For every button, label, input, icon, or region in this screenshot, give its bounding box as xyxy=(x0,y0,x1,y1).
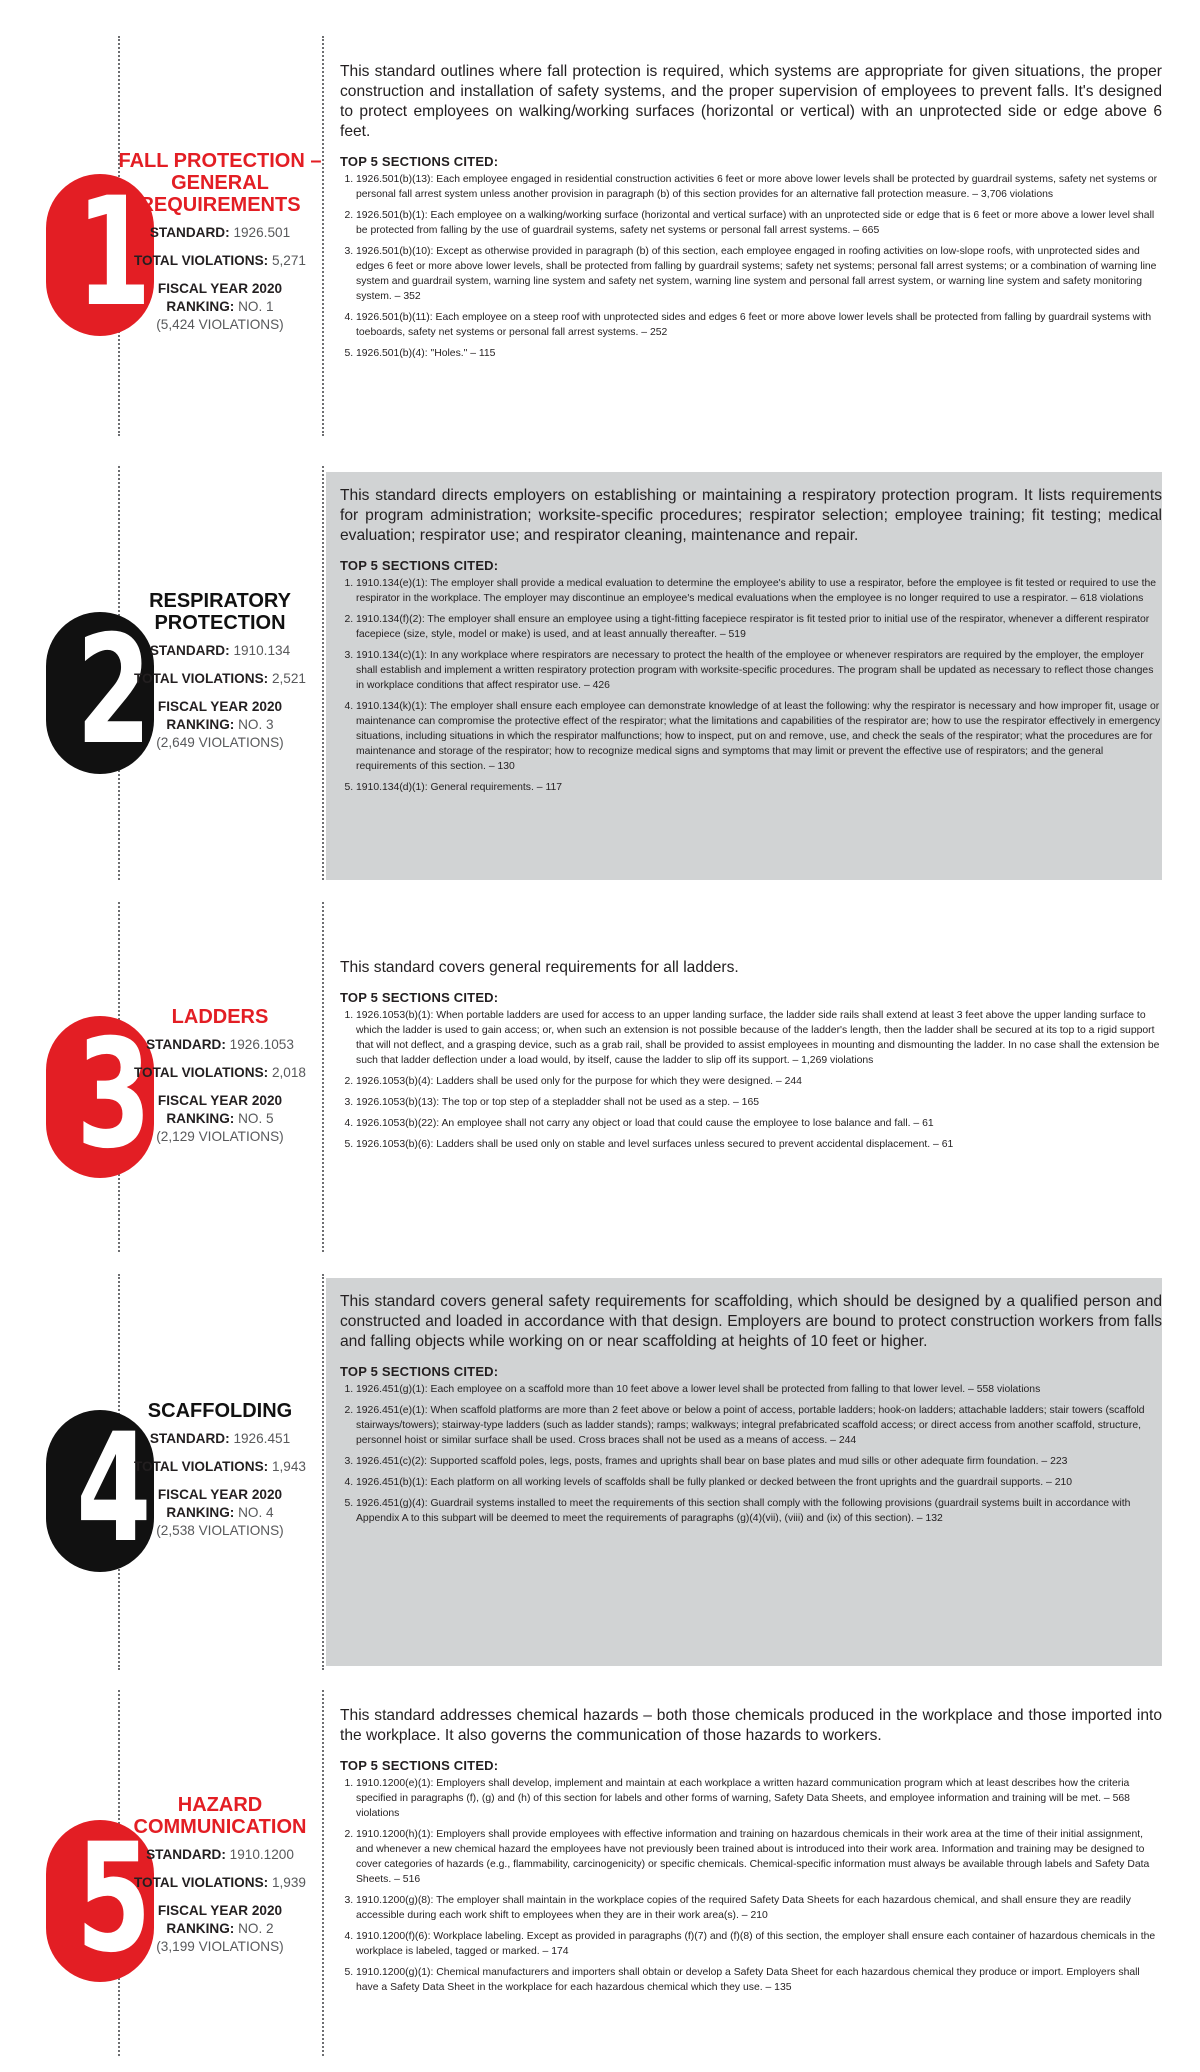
cited-sections-list xyxy=(340,1776,1162,1995)
list-item: 5. 1910.134(d)(1): General requirements. – 117 xyxy=(356,780,1162,795)
content-panel xyxy=(326,1278,1162,1666)
fiscal-year-label: FISCAL YEAR 2020 xyxy=(157,1487,283,1502)
category-title: LADDERS xyxy=(171,1006,269,1028)
list-item: 1. 1926.451(g)(1): Each employee on a scaffold more than 10 feet above a lower level shall be protected from falling to that lower level. – 558 violations xyxy=(356,1382,1162,1397)
list-item: 3. 1910.134(c)(1): In any workplace where respirators are necessary to protect the health of the employee or whenever respirators are required by the employer, the employer shall establish and implement a written respiratory protection program with worksite-specific procedures. The program shall be updated as necessary to reflect those changes in workplace conditions that affect respirator use. – 426 xyxy=(356,648,1162,693)
cited-sections-list xyxy=(340,172,1162,361)
list-item: 2. 1926.501(b)(1): Each employee on a walking/working surface (horizontal and vertical surface) with an unprotected side or edge that is 6 feet or more above a lower level shall be protected from falling by the use of guardrail systems, safety net systems or personal fall arrest systems. – 665 xyxy=(356,208,1162,238)
total-violations-line: TOTAL VIOLATIONS: 5,271 xyxy=(134,253,306,268)
rank-number: 3 xyxy=(75,1016,151,1178)
list-item: 1. 1926.1053(b)(1): When portable ladders are used for access to an upper landing surface, the ladder side rails shall extend at least 3 feet above the upper landing surface to which the ladder is used to gain access; or, when such an extension is not possible because of the ladder's length, then the ladder shall be secured at its top to a rigid support that will not deflect, and a grasping device, such as a grab rail, shall be provided to assist employees in mounting and dismounting the ladder. In no case shall the extension be such that ladder deflection under a load would, by itself, cause the ladder to slip off its support. – 1,269 violations xyxy=(356,1008,1162,1068)
list-item: 3. 1910.1200(g)(8): The employer shall maintain in the workplace copies of the required Safety Data Sheets for each hazardous chemical, and shall ensure they are readily accessible during each work shift to employees when they are in their work area(s). – 210 xyxy=(356,1893,1162,1923)
list-item: 5. 1926.451(g)(4): Guardrail systems installed to meet the requirements of this section shall comply with the following provisions (guardrail systems built in accordance with Appendix A to this subpart will be deemed to meet the requirements of paragraphs (g)(4)(vii), (viii) and (ix) of this section). – 132 xyxy=(356,1496,1162,1526)
category-info xyxy=(118,590,322,752)
section-ladders xyxy=(0,902,1200,1260)
cited-sections-list xyxy=(340,1382,1162,1526)
category-title: HAZARD COMMUNICATION xyxy=(133,1794,307,1838)
dotted-divider xyxy=(322,466,324,880)
content-panel xyxy=(326,958,1162,1158)
standard-line: STANDARD: 1910.134 xyxy=(149,643,291,658)
rank-number: 2 xyxy=(75,612,151,774)
content-panel xyxy=(326,62,1162,367)
list-item: 2. 1910.134(f)(2): The employer shall ensure an employee using a tight-fitting facepiece respirator is fit tested prior to initial use of the respirator, whenever a different respirator facepiece (size, style, model or make) is used, and at least annually thereafter. – 519 xyxy=(356,612,1162,642)
cited-sections-list xyxy=(340,1008,1162,1152)
total-violations-line: TOTAL VIOLATIONS: 2,018 xyxy=(134,1065,306,1080)
list-item: 4. 1910.134(k)(1): The employer shall ensure each employee can demonstrate knowledge of at least the following: why the respirator is necessary and how improper fit, usage or maintenance can compromise the protective effect of the respirator; what the limitations and capabilities of the respirator are; how to use the respirator effectively in emergency situations, including situations in which the respirator malfunctions; how to inspect, put on and remove, use, and check the seals of the respirator; what the procedures are for maintenance and storage of the respirator; how to recognize medical signs and symptoms that may limit or prevent the effective use of respirators; and the general requirements of this section. – 130 xyxy=(356,699,1162,774)
list-item: 4. 1926.1053(b)(22): An employee shall not carry any object or load that could cause the employee to lose balance and fall. – 61 xyxy=(356,1116,1162,1131)
list-item: 4. 1926.451(b)(1): Each platform on all working levels of scaffolds shall be fully planked or decked between the front uprights and the guardrail supports. – 210 xyxy=(356,1475,1162,1490)
intro-text: This standard covers general safety requirements for scaffolding, which should be designed by a qualified person and constructed and loaded in accordance with that design. Employers are bound to protect construction workers from falls and falling objects while working on or near scaffolding at heights of 10 feet or higher. xyxy=(340,1293,1162,1350)
cited-sections-list xyxy=(340,576,1162,795)
total-violations-line: TOTAL VIOLATIONS: 1,943 xyxy=(134,1459,306,1474)
rank-number: 1 xyxy=(75,174,151,336)
standard-line: STANDARD: 1926.1053 xyxy=(146,1037,294,1052)
category-title: SCAFFOLDING xyxy=(147,1400,293,1422)
category-info xyxy=(118,150,322,334)
intro-text: This standard outlines where fall protection is required, which systems are appropriate for given situations, the proper construction and installation of safety systems, and the proper supervision of employees to prevent falls. It's designed to protect employees on walking/working surfaces (horizontal or vertical) with an unprotected side or edge above 6 feet. xyxy=(340,63,1162,140)
fiscal-year-label: FISCAL YEAR 2020 xyxy=(157,1903,283,1918)
list-item: 2. 1926.451(e)(1): When scaffold platforms are more than 2 feet above or below a point of access, portable ladders; hook-on ladders; attachable ladders; stair towers (scaffold stairways/towers); stairway-type ladders (such as ladder stands); ramps; walkways; integral prefabricated scaffold access; or direct access from another scaffold, structure, personnel hoist or similar surface shall be used. Cross braces shall not be used as a means of access. – 244 xyxy=(356,1403,1162,1448)
list-item: 2. 1926.1053(b)(4): Ladders shall be used only for the purpose for which they were designed. – 244 xyxy=(356,1074,1162,1089)
category-title: RESPIRATORY PROTECTION xyxy=(149,590,291,634)
top5-heading: TOP 5 SECTIONS CITED: xyxy=(340,1364,499,1379)
list-item: 1. 1910.134(e)(1): The employer shall provide a medical evaluation to determine the employee's ability to use a respirator, before the employee is fit tested or required to use the respirator in the workplace. The employer may discontinue an employee's medical evaluations when the employee is no longer required to use a respirator. – 618 violations xyxy=(356,576,1162,606)
list-item: 1. 1910.1200(e)(1): Employers shall develop, implement and maintain at each workplace a written hazard communication program which at least describes how the criteria specified in paragraphs (f), (g) and (h) of this section for labels and other forms of warning, Safety Data Sheets, and employee information and training will be met. – 568 violations xyxy=(356,1776,1162,1821)
category-info xyxy=(118,1006,322,1146)
list-item: 5. 1910.1200(g)(1): Chemical manufacturers and importers shall obtain or develop a Safety Data Sheet for each hazardous chemical they produce or import. Employers shall have a Safety Data Sheet in the workplace for each hazardous chemical which they use. – 135 xyxy=(356,1965,1162,1995)
ranking-line: RANKING: NO. 1 xyxy=(166,299,274,314)
fiscal-year-label: FISCAL YEAR 2020 xyxy=(157,699,283,714)
list-item: 4. 1910.1200(f)(6): Workplace labeling. Except as provided in paragraphs (f)(7) and (f)(8) of this section, the employer shall ensure each container of hazardous chemicals in the workplace is labeled, tagged or marked. – 174 xyxy=(356,1929,1162,1959)
list-item: 3. 1926.501(b)(10): Except as otherwise provided in paragraph (b) of this section, each employee engaged in roofing activities on low-slope roofs, with unprotected sides and edges 6 feet or more above lower levels, shall be protected from falling by guardrail systems; safety net systems; personal fall arrest systems; or a combination of warning line system and guardrail system, warning line system and safety net system, warning line system and personal fall arrest system, or warning line system and safety monitoring system. – 352 xyxy=(356,244,1162,304)
category-title: FALL PROTECTION – GENERAL REQUIREMENTS xyxy=(118,150,322,216)
top5-heading: TOP 5 SECTIONS CITED: xyxy=(340,558,499,573)
ranking-line: RANKING: NO. 2 xyxy=(166,1921,274,1936)
section-respiratory-protection xyxy=(0,466,1200,886)
intro-text: This standard directs employers on establishing or maintaining a respiratory protection program. It lists requirements for program administration; worksite-specific procedures; respirator selection; employee training; fit testing; medical evaluation; respirator use; and respirator cleaning, maintenance and repair. xyxy=(340,487,1162,544)
list-item: 5. 1926.1053(b)(6): Ladders shall be used only on stable and level surfaces unless secured to prevent accidental displacement. – 61 xyxy=(356,1137,1162,1152)
rank-number: 4 xyxy=(75,1410,151,1572)
section-scaffolding xyxy=(0,1272,1200,1672)
standard-line: STANDARD: 1910.1200 xyxy=(146,1847,294,1862)
list-item: 1. 1926.501(b)(13): Each employee engaged in residential construction activities 6 feet or more above lower levels shall be protected by guardrail systems, safety net systems or personal fall arrest system unless another provision in paragraph (b) of this section provides for an alternative fall protection measure. – 3,706 violations xyxy=(356,172,1162,202)
fiscal-year-label: FISCAL YEAR 2020 xyxy=(157,281,283,296)
ranking-line: RANKING: NO. 4 xyxy=(166,1505,274,1520)
fy-violations: (2,129 VIOLATIONS) xyxy=(156,1129,284,1144)
content-panel xyxy=(326,472,1162,880)
top5-heading: TOP 5 SECTIONS CITED: xyxy=(340,154,499,169)
dotted-divider xyxy=(322,1690,324,2056)
content-panel xyxy=(326,1706,1162,2001)
list-item: 4. 1926.501(b)(11): Each employee on a steep roof with unprotected sides and edges 6 feet or more above lower levels shall be protected from falling by guardrail systems with toeboards, safety net systems or personal fall arrest systems. – 252 xyxy=(356,310,1162,340)
section-fall-protection xyxy=(0,0,1200,440)
fy-violations: (2,538 VIOLATIONS) xyxy=(156,1523,284,1538)
intro-text: This standard addresses chemical hazards – both those chemicals produced in the workplace and those imported into the workplace. It also governs the communication of those hazards to workers. xyxy=(340,1707,1162,1744)
intro-text: This standard covers general requirements for all ladders. xyxy=(340,959,739,976)
fy-violations: (3,199 VIOLATIONS) xyxy=(156,1939,284,1954)
total-violations-line: TOTAL VIOLATIONS: 1,939 xyxy=(134,1875,306,1890)
category-info xyxy=(118,1400,322,1540)
list-item: 3. 1926.1053(b)(13): The top or top step of a stepladder shall not be used as a step. – 165 xyxy=(356,1095,1162,1110)
section-hazard-communication xyxy=(0,1690,1200,2060)
list-item: 5. 1926.501(b)(4): "Holes." – 115 xyxy=(356,346,1162,361)
fy-violations: (5,424 VIOLATIONS) xyxy=(156,317,284,332)
rank-number: 5 xyxy=(75,1820,151,1982)
dotted-divider xyxy=(322,1274,324,1670)
list-item: 3. 1926.451(c)(2): Supported scaffold poles, legs, posts, frames and uprights shall bear on base plates and mud sills or other adequate firm foundation. – 223 xyxy=(356,1454,1162,1469)
standard-line: STANDARD: 1926.501 xyxy=(149,225,291,240)
fiscal-year-label: FISCAL YEAR 2020 xyxy=(157,1093,283,1108)
ranking-line: RANKING: NO. 5 xyxy=(166,1111,274,1126)
standard-line: STANDARD: 1926.451 xyxy=(149,1431,291,1446)
total-violations-line: TOTAL VIOLATIONS: 2,521 xyxy=(134,671,306,686)
top5-heading: TOP 5 SECTIONS CITED: xyxy=(340,990,499,1005)
dotted-divider xyxy=(322,36,324,436)
list-item: 2. 1910.1200(h)(1): Employers shall provide employees with effective information and training on hazardous chemicals in their work area at the time of their initial assignment, and whenever a new chemical hazard the employees have not previously been trained about is introduced into their work area. Information and training may be designed to cover categories of hazards (e.g., flammability, carcinogenicity) or specific chemicals. Chemical-specific information must always be available through labels and Safety Data Sheets. – 516 xyxy=(356,1827,1162,1887)
fy-violations: (2,649 VIOLATIONS) xyxy=(156,735,284,750)
category-info xyxy=(118,1794,322,1956)
ranking-line: RANKING: NO. 3 xyxy=(166,717,274,732)
dotted-divider xyxy=(322,902,324,1252)
top5-heading: TOP 5 SECTIONS CITED: xyxy=(340,1758,499,1773)
